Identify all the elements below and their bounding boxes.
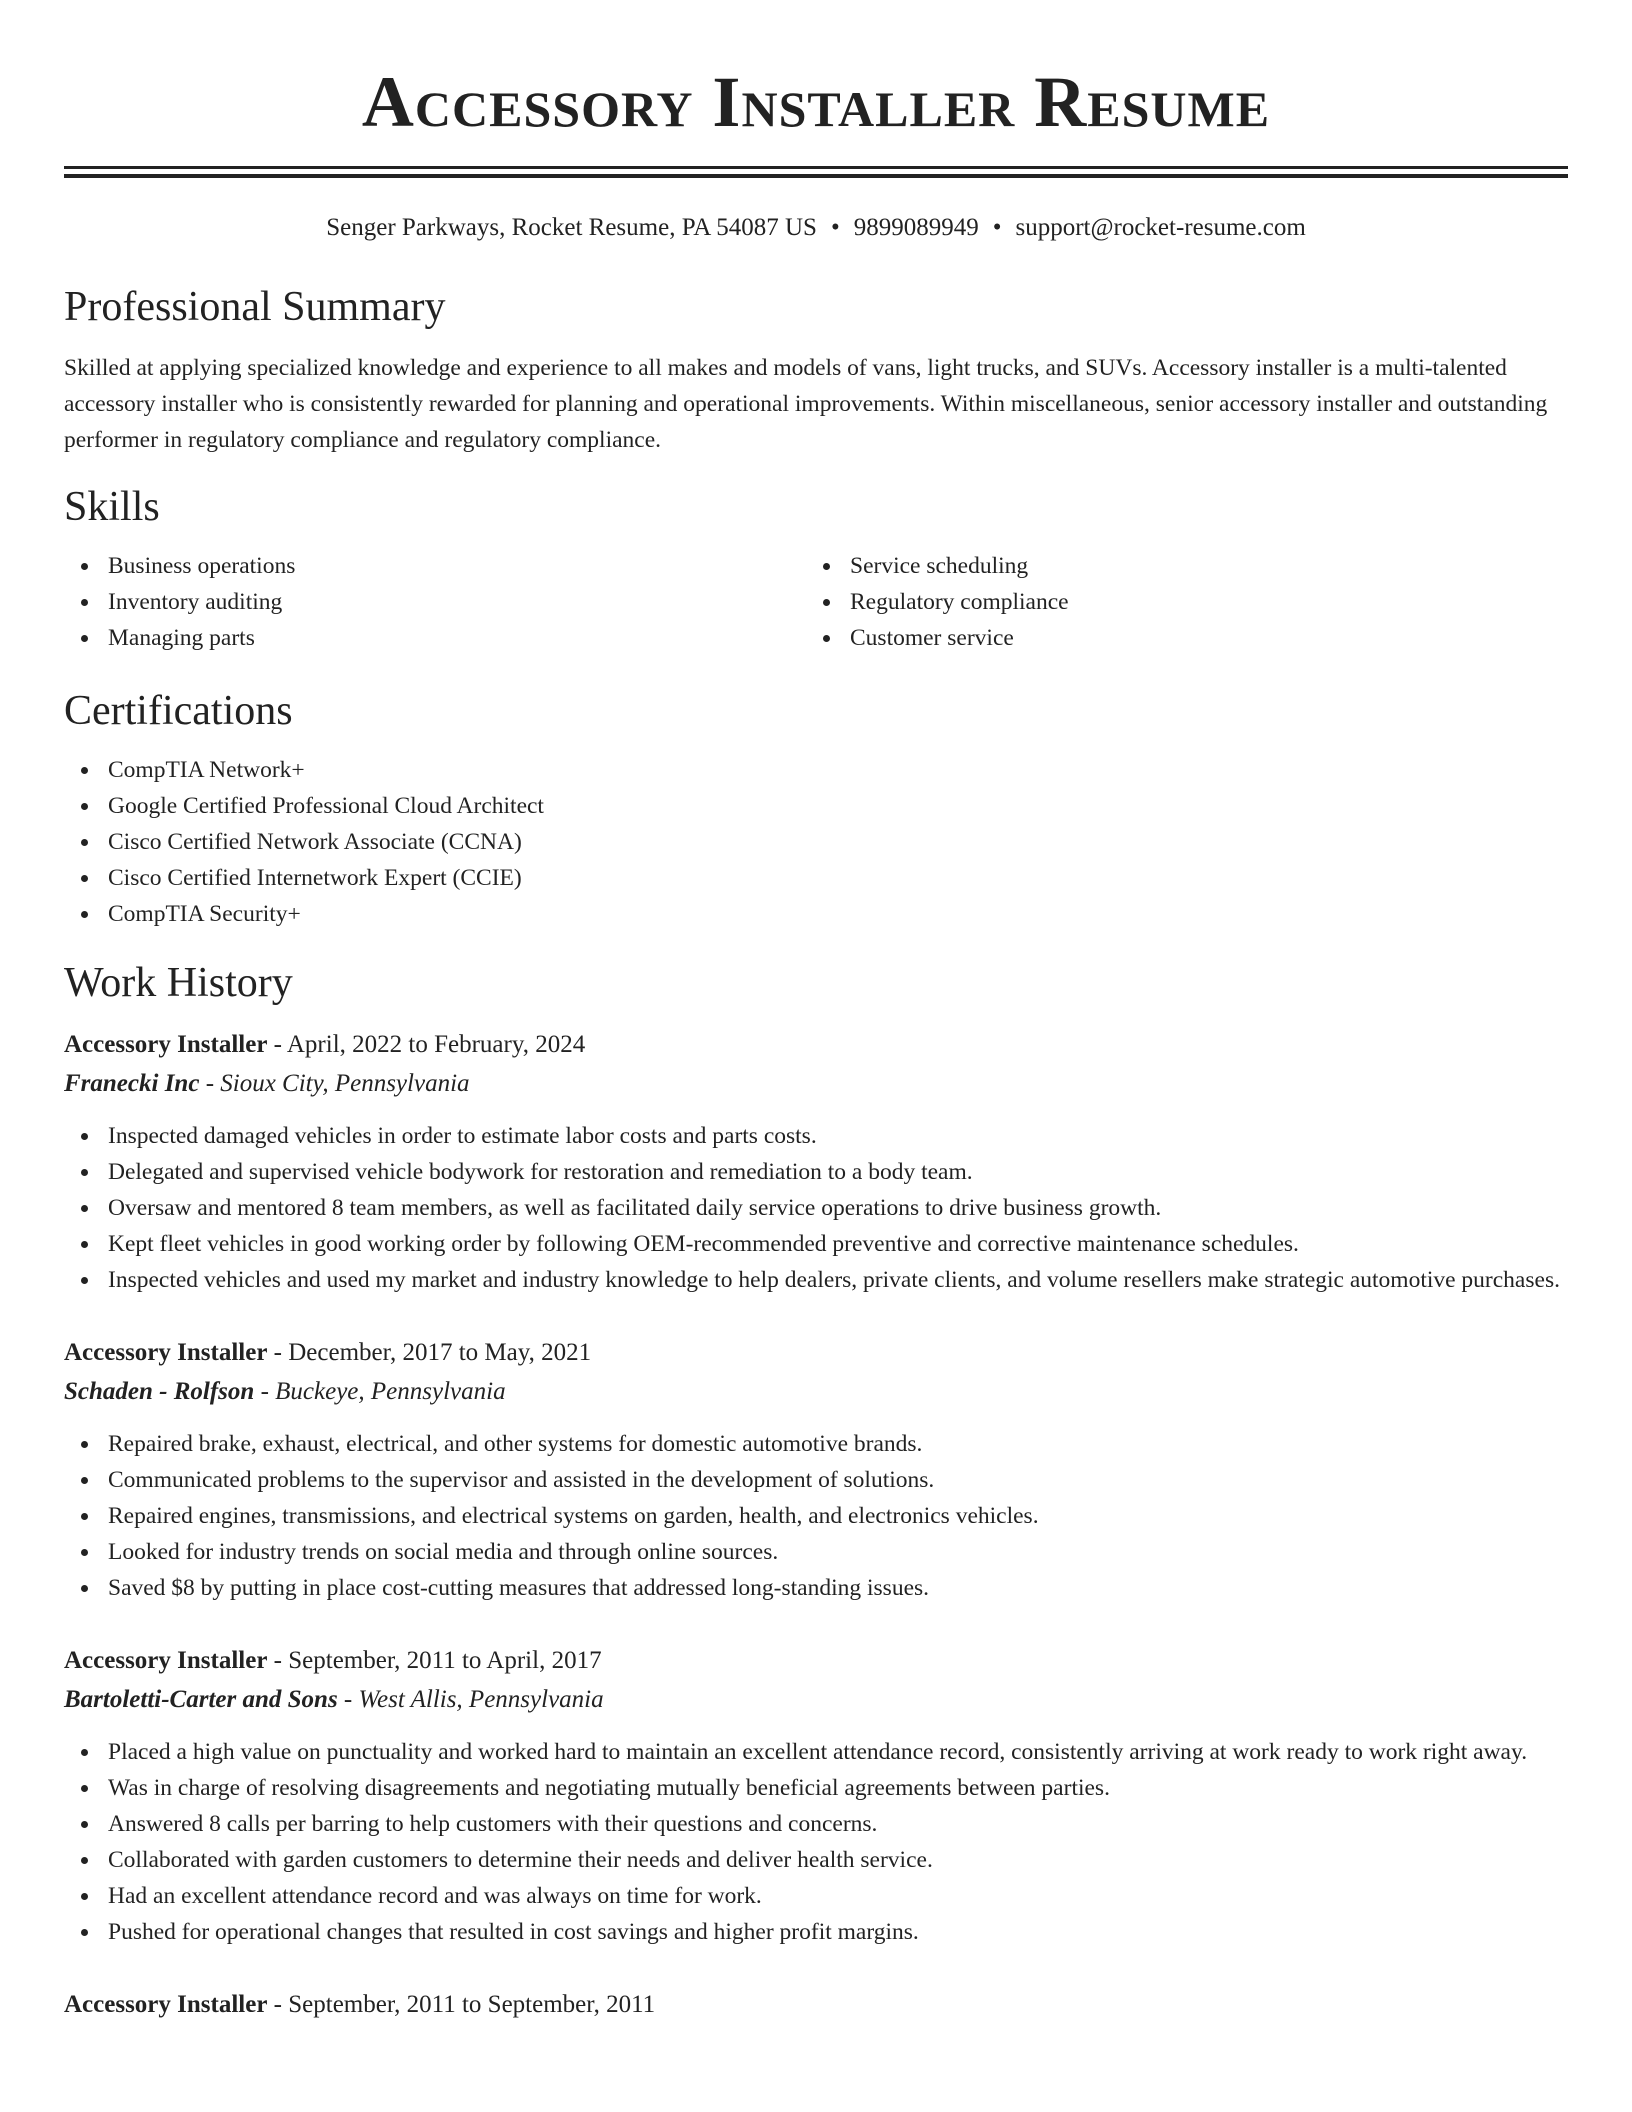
job-company: Bartoletti-Carter and Sons — [64, 1686, 338, 1713]
job-bullet: Answered 8 calls per barring to help customers with their questions and concerns. — [64, 1806, 1568, 1842]
skill-item: Inventory auditing — [64, 584, 806, 620]
job-bullet: Placed a high value on punctuality and worked hard to maintain an excellent attendance record, consistently arriving at work ready to work right away. — [64, 1734, 1568, 1770]
certifications-list — [64, 752, 1568, 932]
skill-item: Customer service — [806, 620, 1548, 656]
job-bullets — [64, 1118, 1568, 1298]
job-location: West Allis, Pennsylvania — [358, 1686, 604, 1713]
job-title: Accessory Installer — [64, 1339, 268, 1366]
contact-line — [64, 212, 1568, 244]
skill-item: Managing parts — [64, 620, 806, 656]
job-entry — [64, 1334, 1568, 1606]
job-bullet: Saved $8 by putting in place cost-cutting measures that addressed long-standing issues. — [64, 1570, 1568, 1606]
certification-item: Cisco Certified Internetwork Expert (CCIE) — [64, 860, 1568, 896]
job-bullets — [64, 1734, 1568, 1950]
certification-item: Google Certified Professional Cloud Architect — [64, 788, 1568, 824]
job-dash: - — [267, 1339, 289, 1366]
job-dash: - — [199, 1070, 221, 1097]
job-title: Accessory Installer — [64, 1031, 268, 1058]
contact-separator: • — [830, 214, 840, 241]
contact-address: Senger Parkways, Rocket Resume, PA 54087 US — [326, 214, 817, 241]
job-dates: April, 2022 to February, 2024 — [286, 1031, 586, 1058]
job-bullet: Oversaw and mentored 8 team members, as well as facilitated daily service operations to drive business growth. — [64, 1190, 1568, 1226]
job-dash: - — [337, 1686, 359, 1713]
job-entry — [64, 1642, 1568, 1950]
job-company: Franecki Inc — [64, 1070, 200, 1097]
job-bullet: Collaborated with garden customers to determine their needs and deliver health service. — [64, 1842, 1568, 1878]
job-bullet: Inspected damaged vehicles in order to estimate labor costs and parts costs. — [64, 1118, 1568, 1154]
certification-item: CompTIA Security+ — [64, 896, 1568, 932]
job-title-line — [64, 1334, 1568, 1372]
job-title-line — [64, 1026, 1568, 1064]
title-divider-top — [64, 166, 1568, 169]
job-bullet: Kept fleet vehicles in good working order by following OEM-recommended preventive and corrective maintenance schedules. — [64, 1226, 1568, 1262]
job-bullet: Delegated and supervised vehicle bodywork for restoration and remediation to a body team. — [64, 1154, 1568, 1190]
certification-item: CompTIA Network+ — [64, 752, 1568, 788]
job-dash: - — [254, 1378, 276, 1405]
skills-right-column — [806, 548, 1548, 656]
job-dash: - — [267, 1031, 287, 1058]
skill-item: Regulatory compliance — [806, 584, 1548, 620]
job-entry — [64, 1986, 1568, 2024]
work-history-heading: Work History — [64, 960, 293, 1006]
job-bullet: Had an excellent attendance record and was always on time for work. — [64, 1878, 1568, 1914]
job-company-line — [64, 1064, 1568, 1104]
job-location: Buckeye, Pennsylvania — [275, 1378, 506, 1405]
job-title: Accessory Installer — [64, 1647, 268, 1674]
job-bullet: Was in charge of resolving disagreements and negotiating mutually beneficial agreements between parties. — [64, 1770, 1568, 1806]
job-dates: September, 2011 to April, 2017 — [288, 1647, 602, 1674]
job-location: Sioux City, Pennsylvania — [220, 1070, 470, 1097]
skills-left-column — [64, 548, 806, 656]
job-bullet: Inspected vehicles and used my market and industry knowledge to help dealers, private clients, and volume resellers make strategic automotive purchases. — [64, 1262, 1568, 1298]
job-dash: - — [267, 1647, 289, 1674]
resume-page — [64, 0, 1568, 2024]
contact-phone: 9899089949 — [853, 214, 979, 241]
job-dates: December, 2017 to May, 2021 — [288, 1339, 592, 1366]
job-title-line — [64, 1642, 1568, 1680]
job-company: Schaden - Rolfson — [64, 1378, 255, 1405]
skill-item: Service scheduling — [806, 548, 1548, 584]
contact-separator: • — [992, 214, 1002, 241]
summary-heading: Professional Summary — [64, 284, 446, 330]
skills-grid — [64, 548, 1568, 656]
job-bullets — [64, 1426, 1568, 1606]
certifications-heading: Certifications — [64, 688, 293, 734]
resume-title: Accessory Installer Resume — [361, 62, 1271, 142]
title-divider-bottom — [64, 174, 1568, 178]
job-title-line — [64, 1986, 1568, 2024]
summary-text: Skilled at applying specialized knowledge and experience to all makes and models of vans, light trucks, and SUVs. Accessory installer is a multi-talented accessory installer who is consistently rewarded for planning and operational improvements. Within miscellaneous, senior accessory installer and outstanding performer in regulatory compliance and regulatory compliance. — [64, 355, 1548, 453]
job-entry — [64, 1026, 1568, 1298]
certification-item: Cisco Certified Network Associate (CCNA) — [64, 824, 1568, 860]
job-bullet: Looked for industry trends on social media and through online sources. — [64, 1534, 1568, 1570]
skill-item: Business operations — [64, 548, 806, 584]
contact-email: support@rocket-resume.com — [1015, 214, 1306, 241]
skills-heading: Skills — [64, 484, 160, 530]
job-bullet: Repaired engines, transmissions, and electrical systems on garden, health, and electronics vehicles. — [64, 1498, 1568, 1534]
job-dash: - — [267, 1991, 289, 2018]
job-bullet: Communicated problems to the supervisor and assisted in the development of solutions. — [64, 1462, 1568, 1498]
job-bullet: Repaired brake, exhaust, electrical, and other systems for domestic automotive brands. — [64, 1426, 1568, 1462]
job-bullet: Pushed for operational changes that resulted in cost savings and higher profit margins. — [64, 1914, 1568, 1950]
job-title: Accessory Installer — [64, 1991, 268, 2018]
job-company-line — [64, 1680, 1568, 1720]
job-dates: September, 2011 to September, 2011 — [288, 1991, 656, 2018]
job-company-line — [64, 1372, 1568, 1412]
